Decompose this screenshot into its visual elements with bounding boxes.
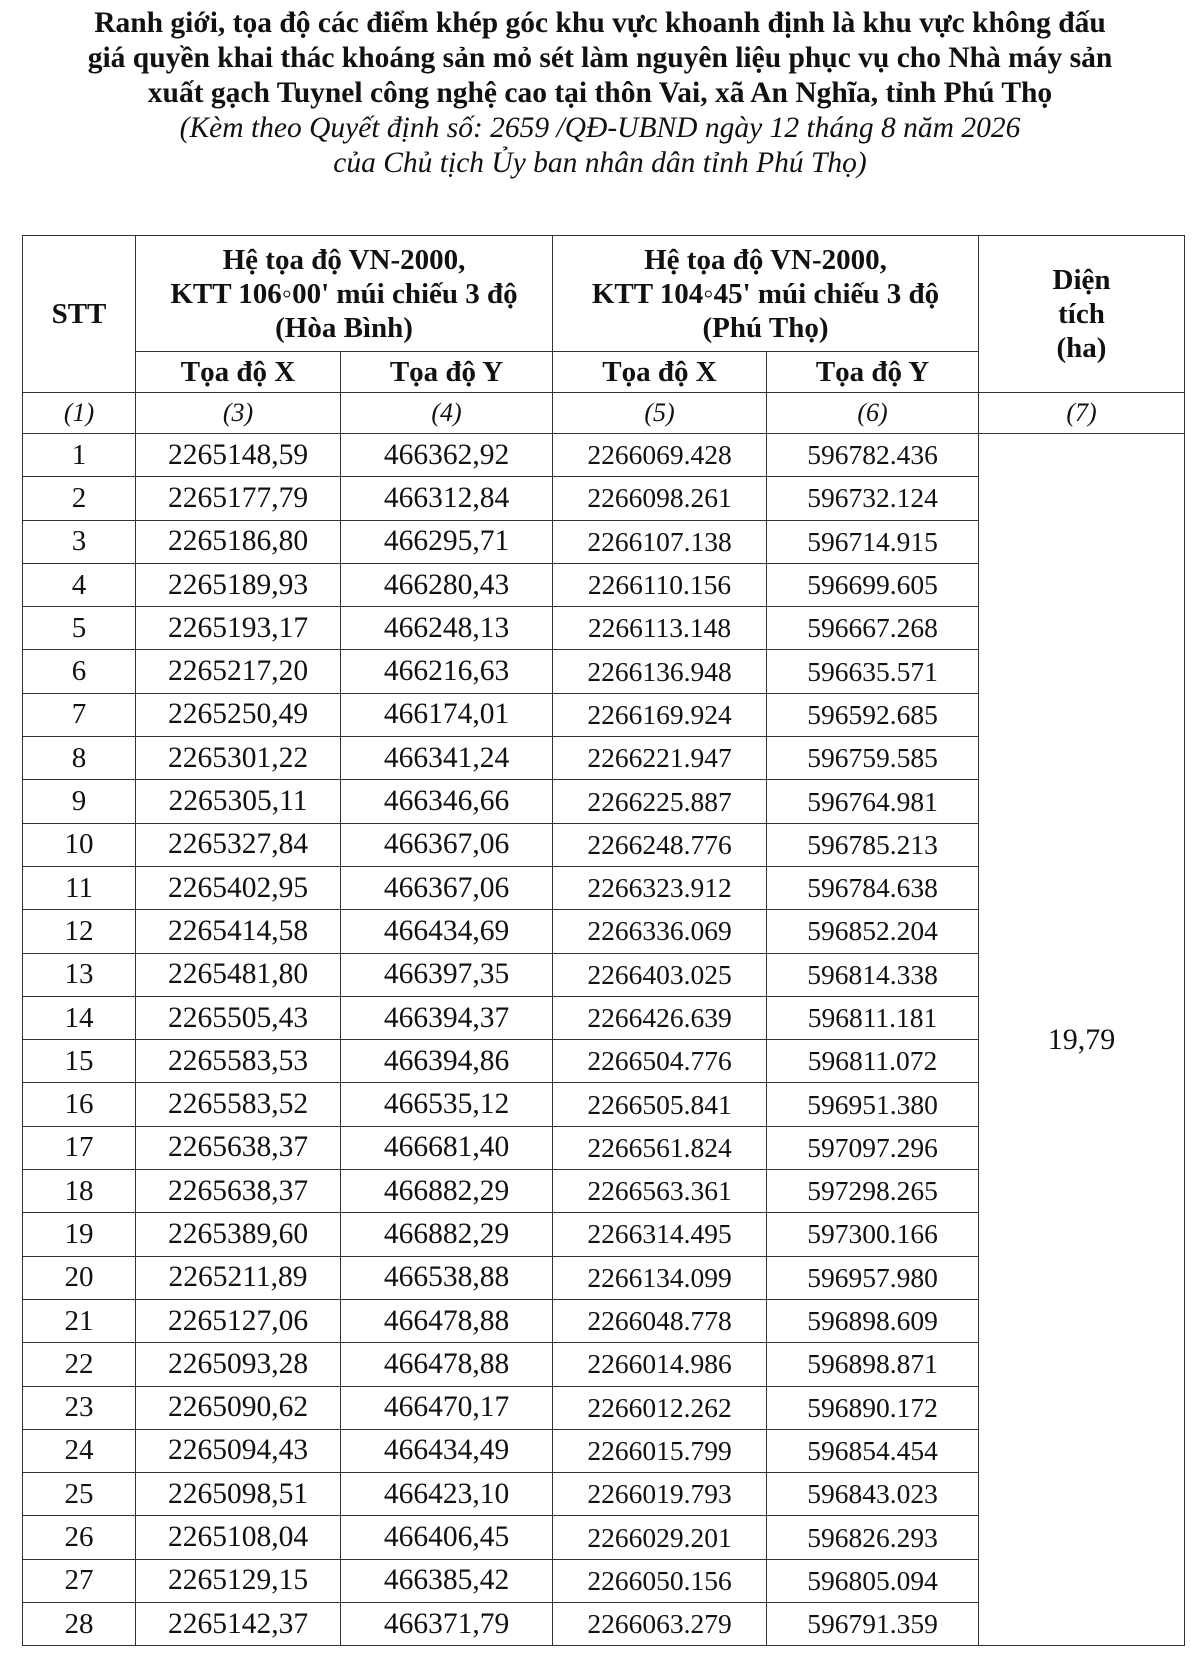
cell-stt: 23 xyxy=(23,1386,136,1429)
cell-x-phu-tho: 2266134.099 xyxy=(553,1256,767,1299)
cell-y-hoa-binh: 466295,71 xyxy=(341,520,553,563)
subtitle-line-2: của Chủ tịch Ủy ban nhân dân tỉnh Phú Thọ) xyxy=(333,147,867,179)
header-y-phu-tho: Tọa độ Y xyxy=(767,352,979,393)
cell-y-phu-tho: 596785.213 xyxy=(767,823,979,866)
cell-stt: 21 xyxy=(23,1299,136,1342)
cell-y-phu-tho: 596784.638 xyxy=(767,866,979,909)
cell-x-phu-tho: 2266014.986 xyxy=(553,1343,767,1386)
cell-x-phu-tho: 2266136.948 xyxy=(553,650,767,693)
header-group1-line: Hệ tọa độ VN-2000, xyxy=(222,243,466,276)
cell-x-phu-tho: 2266323.912 xyxy=(553,866,767,909)
cell-y-hoa-binh: 466216,63 xyxy=(341,650,553,693)
cell-stt: 18 xyxy=(23,1170,136,1213)
cell-x-hoa-binh: 2265094,43 xyxy=(136,1429,341,1472)
cell-x-hoa-binh: 2265402,95 xyxy=(136,866,341,909)
cell-x-hoa-binh: 2265127,06 xyxy=(136,1299,341,1342)
cell-y-phu-tho: 596811.072 xyxy=(767,1040,979,1083)
cell-y-phu-tho: 596826.293 xyxy=(767,1516,979,1559)
cell-x-hoa-binh: 2265108,04 xyxy=(136,1516,341,1559)
cell-x-hoa-binh: 2265129,15 xyxy=(136,1559,341,1602)
cell-x-phu-tho: 2266048.778 xyxy=(553,1299,767,1342)
cell-y-phu-tho: 596951.380 xyxy=(767,1083,979,1126)
cell-y-hoa-binh: 466882,29 xyxy=(341,1213,553,1256)
header-y-hoa-binh: Tọa độ Y xyxy=(341,352,553,393)
cell-x-phu-tho: 2266504.776 xyxy=(553,1040,767,1083)
cell-y-hoa-binh: 466385,42 xyxy=(341,1559,553,1602)
column-number: (3) xyxy=(136,393,341,434)
cell-y-phu-tho: 596635.571 xyxy=(767,650,979,693)
cell-x-hoa-binh: 2265481,80 xyxy=(136,953,341,996)
cell-x-phu-tho: 2266113.148 xyxy=(553,607,767,650)
cell-y-hoa-binh: 466434,69 xyxy=(341,910,553,953)
cell-y-phu-tho: 597298.265 xyxy=(767,1170,979,1213)
cell-x-hoa-binh: 2265217,20 xyxy=(136,650,341,693)
cell-x-phu-tho: 2266019.793 xyxy=(553,1473,767,1516)
column-number: (7) xyxy=(979,393,1185,434)
cell-stt: 15 xyxy=(23,1040,136,1083)
table-header xyxy=(23,236,1185,434)
cell-stt: 1 xyxy=(23,434,136,477)
cell-x-phu-tho: 2266098.261 xyxy=(553,477,767,520)
cell-x-phu-tho: 2266063.279 xyxy=(553,1603,767,1646)
cell-stt: 4 xyxy=(23,563,136,606)
cell-y-phu-tho: 597097.296 xyxy=(767,1126,979,1169)
cell-y-hoa-binh: 466478,88 xyxy=(341,1343,553,1386)
cell-y-phu-tho: 596759.585 xyxy=(767,737,979,780)
cell-stt: 12 xyxy=(23,910,136,953)
cell-x-phu-tho: 2266029.201 xyxy=(553,1516,767,1559)
cell-y-phu-tho: 596957.980 xyxy=(767,1256,979,1299)
cell-y-hoa-binh: 466367,06 xyxy=(341,866,553,909)
cell-y-hoa-binh: 466470,17 xyxy=(341,1386,553,1429)
header-stt: STT xyxy=(23,236,136,393)
cell-y-phu-tho: 596890.172 xyxy=(767,1386,979,1429)
cell-y-hoa-binh: 466174,01 xyxy=(341,693,553,736)
cell-stt: 17 xyxy=(23,1126,136,1169)
cell-stt: 24 xyxy=(23,1429,136,1472)
header-area-line: (ha) xyxy=(1056,332,1107,364)
header-group1-line: KTT 106◦00' múi chiếu 3 độ xyxy=(170,277,518,310)
cell-stt: 28 xyxy=(23,1603,136,1646)
cell-x-hoa-binh: 2265305,11 xyxy=(136,780,341,823)
cell-x-phu-tho: 2266169.924 xyxy=(553,693,767,736)
cell-y-phu-tho: 596843.023 xyxy=(767,1473,979,1516)
document-heading xyxy=(0,6,1200,181)
title-line-1: Ranh giới, tọa độ các điểm khép góc khu vực khoanh định là khu vực không đấu xyxy=(94,7,1106,39)
cell-x-hoa-binh: 2265189,93 xyxy=(136,563,341,606)
cell-y-hoa-binh: 466280,43 xyxy=(341,563,553,606)
title-line-3: xuất gạch Tuynel công nghệ cao tại thôn Vai, xã An Nghĩa, tỉnh Phú Thọ xyxy=(147,77,1053,109)
cell-x-hoa-binh: 2265193,17 xyxy=(136,607,341,650)
cell-x-phu-tho: 2266012.262 xyxy=(553,1386,767,1429)
cell-stt: 27 xyxy=(23,1559,136,1602)
cell-area-value: 19,79 xyxy=(979,434,1185,1646)
cell-y-phu-tho: 596852.204 xyxy=(767,910,979,953)
cell-y-phu-tho: 596898.871 xyxy=(767,1343,979,1386)
subtitle-line-1: (Kèm theo Quyết định số: 2659 /QĐ-UBND ngày 12 tháng 8 năm 2026 xyxy=(179,112,1021,144)
cell-x-phu-tho: 2266069.428 xyxy=(553,434,767,477)
cell-x-phu-tho: 2266314.495 xyxy=(553,1213,767,1256)
cell-y-phu-tho: 596811.181 xyxy=(767,996,979,1039)
cell-x-hoa-binh: 2265211,89 xyxy=(136,1256,341,1299)
cell-y-phu-tho: 597300.166 xyxy=(767,1213,979,1256)
cell-y-hoa-binh: 466538,88 xyxy=(341,1256,553,1299)
cell-y-phu-tho: 596782.436 xyxy=(767,434,979,477)
cell-x-hoa-binh: 2265638,37 xyxy=(136,1126,341,1169)
cell-y-phu-tho: 596732.124 xyxy=(767,477,979,520)
cell-x-phu-tho: 2266050.156 xyxy=(553,1559,767,1602)
cell-x-hoa-binh: 2265142,37 xyxy=(136,1603,341,1646)
cell-y-phu-tho: 596791.359 xyxy=(767,1603,979,1646)
cell-y-hoa-binh: 466394,37 xyxy=(341,996,553,1039)
column-number-row xyxy=(23,393,1185,434)
cell-y-hoa-binh: 466312,84 xyxy=(341,477,553,520)
cell-x-phu-tho: 2266110.156 xyxy=(553,563,767,606)
cell-x-phu-tho: 2266225.887 xyxy=(553,780,767,823)
cell-stt: 7 xyxy=(23,693,136,736)
cell-x-phu-tho: 2266403.025 xyxy=(553,953,767,996)
cell-x-hoa-binh: 2265414,58 xyxy=(136,910,341,953)
header-vn2000-phu-tho xyxy=(553,236,979,352)
cell-stt: 13 xyxy=(23,953,136,996)
cell-stt: 9 xyxy=(23,780,136,823)
cell-stt: 5 xyxy=(23,607,136,650)
cell-y-hoa-binh: 466434,49 xyxy=(341,1429,553,1472)
cell-y-hoa-binh: 466478,88 xyxy=(341,1299,553,1342)
cell-x-hoa-binh: 2265093,28 xyxy=(136,1343,341,1386)
cell-y-phu-tho: 596714.915 xyxy=(767,520,979,563)
header-area-line: tích xyxy=(1058,298,1105,330)
cell-x-hoa-binh: 2265090,62 xyxy=(136,1386,341,1429)
cell-y-phu-tho: 596854.454 xyxy=(767,1429,979,1472)
cell-x-hoa-binh: 2265389,60 xyxy=(136,1213,341,1256)
cell-stt: 25 xyxy=(23,1473,136,1516)
column-number: (5) xyxy=(553,393,767,434)
cell-x-phu-tho: 2266221.947 xyxy=(553,737,767,780)
cell-x-phu-tho: 2266505.841 xyxy=(553,1083,767,1126)
cell-stt: 3 xyxy=(23,520,136,563)
cell-x-hoa-binh: 2265505,43 xyxy=(136,996,341,1039)
cell-y-hoa-binh: 466681,40 xyxy=(341,1126,553,1169)
cell-x-hoa-binh: 2265583,53 xyxy=(136,1040,341,1083)
cell-stt: 2 xyxy=(23,477,136,520)
column-number: (4) xyxy=(341,393,553,434)
cell-stt: 6 xyxy=(23,650,136,693)
cell-x-hoa-binh: 2265583,52 xyxy=(136,1083,341,1126)
cell-x-phu-tho: 2266561.824 xyxy=(553,1126,767,1169)
cell-y-hoa-binh: 466367,06 xyxy=(341,823,553,866)
header-x-phu-tho: Tọa độ X xyxy=(553,352,767,393)
cell-y-hoa-binh: 466346,66 xyxy=(341,780,553,823)
cell-x-phu-tho: 2266107.138 xyxy=(553,520,767,563)
header-group2-line: Hệ tọa độ VN-2000, xyxy=(644,243,887,276)
cell-x-hoa-binh: 2265098,51 xyxy=(136,1473,341,1516)
cell-stt: 8 xyxy=(23,737,136,780)
cell-x-hoa-binh: 2265327,84 xyxy=(136,823,341,866)
header-x-hoa-binh: Tọa độ X xyxy=(136,352,341,393)
header-group1-line: (Hòa Bình) xyxy=(275,311,413,344)
header-group2-line: KTT 104◦45' múi chiếu 3 độ xyxy=(591,277,940,310)
cell-y-phu-tho: 596699.605 xyxy=(767,563,979,606)
cell-x-phu-tho: 2266248.776 xyxy=(553,823,767,866)
header-vn2000-hoa-binh xyxy=(136,236,553,352)
cell-x-hoa-binh: 2265301,22 xyxy=(136,737,341,780)
cell-y-hoa-binh: 466371,79 xyxy=(341,1603,553,1646)
cell-y-phu-tho: 596592.685 xyxy=(767,693,979,736)
cell-y-phu-tho: 596764.981 xyxy=(767,780,979,823)
cell-y-hoa-binh: 466394,86 xyxy=(341,1040,553,1083)
cell-y-hoa-binh: 466535,12 xyxy=(341,1083,553,1126)
cell-stt: 16 xyxy=(23,1083,136,1126)
cell-y-phu-tho: 596667.268 xyxy=(767,607,979,650)
cell-x-phu-tho: 2266426.639 xyxy=(553,996,767,1039)
column-number: (1) xyxy=(23,393,136,434)
cell-stt: 26 xyxy=(23,1516,136,1559)
cell-y-hoa-binh: 466341,24 xyxy=(341,737,553,780)
table-row xyxy=(23,434,1185,477)
column-number: (6) xyxy=(767,393,979,434)
coordinates-table xyxy=(22,235,1185,1646)
cell-y-phu-tho: 596898.609 xyxy=(767,1299,979,1342)
cell-y-phu-tho: 596814.338 xyxy=(767,953,979,996)
cell-stt: 10 xyxy=(23,823,136,866)
header-group2-line: (Phú Thọ) xyxy=(702,311,829,344)
cell-stt: 19 xyxy=(23,1213,136,1256)
title-line-2: giá quyền khai thác khoáng sản mỏ sét làm nguyên liệu phục vụ cho Nhà máy sản xyxy=(87,42,1113,74)
cell-x-hoa-binh: 2265186,80 xyxy=(136,520,341,563)
cell-y-hoa-binh: 466362,92 xyxy=(341,434,553,477)
cell-x-hoa-binh: 2265250,49 xyxy=(136,693,341,736)
header-area xyxy=(979,236,1185,393)
cell-stt: 20 xyxy=(23,1256,136,1299)
cell-y-hoa-binh: 466423,10 xyxy=(341,1473,553,1516)
cell-y-hoa-binh: 466882,29 xyxy=(341,1170,553,1213)
cell-x-hoa-binh: 2265638,37 xyxy=(136,1170,341,1213)
cell-x-hoa-binh: 2265177,79 xyxy=(136,477,341,520)
cell-x-phu-tho: 2266015.799 xyxy=(553,1429,767,1472)
cell-stt: 11 xyxy=(23,866,136,909)
cell-x-hoa-binh: 2265148,59 xyxy=(136,434,341,477)
cell-y-hoa-binh: 466397,35 xyxy=(341,953,553,996)
cell-x-phu-tho: 2266563.361 xyxy=(553,1170,767,1213)
cell-stt: 14 xyxy=(23,996,136,1039)
table-body xyxy=(23,434,1185,1646)
cell-y-phu-tho: 596805.094 xyxy=(767,1559,979,1602)
cell-x-phu-tho: 2266336.069 xyxy=(553,910,767,953)
cell-stt: 22 xyxy=(23,1343,136,1386)
cell-y-hoa-binh: 466406,45 xyxy=(341,1516,553,1559)
cell-y-hoa-binh: 466248,13 xyxy=(341,607,553,650)
header-area-line: Diện xyxy=(1052,264,1111,296)
